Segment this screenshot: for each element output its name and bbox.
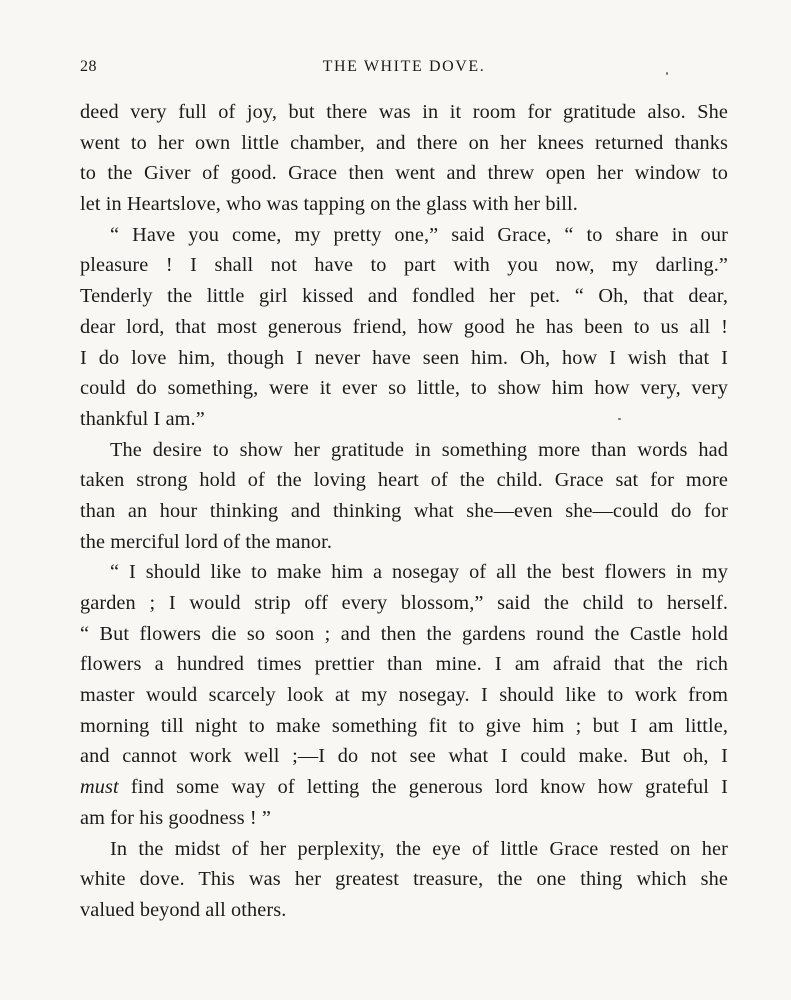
text-line: “ Have you come, my pretty one,” said Grace, “ to share in our xyxy=(110,223,728,246)
text-line: In the midst of her perplexity, the eye of little Grace rested on her xyxy=(110,837,728,860)
text-line: garden ; I would strip off every blossom,” said the child to herself. xyxy=(80,592,728,614)
text-line-rest: find some way of letting the generous lord know how grateful I xyxy=(118,776,728,799)
text-line: and cannot work well ;—I do not see what I could make. But oh, I xyxy=(80,745,728,768)
text-line: “ I should like to make him a nosegay of all the best flowers in my xyxy=(110,561,728,584)
text-line: than an hour thinking and thinking what she—even she—could do for xyxy=(80,499,728,522)
text-line-with-emphasis xyxy=(80,772,728,803)
text-line: taken strong hold of the loving heart of the child. Grace sat for more xyxy=(80,469,728,492)
text-line: thankful I am.” xyxy=(80,407,205,430)
text-line: could do something, were it ever so little, to show him how very, very xyxy=(80,377,728,400)
text-line: dear lord, that most generous friend, how good he has been to us all ! xyxy=(80,315,728,338)
page-number: 28 xyxy=(80,58,97,75)
text-line: master would scarcely look at my nosegay. I should like to work from xyxy=(80,684,728,707)
text-line: to the Giver of good. Grace then went and threw open her window to xyxy=(80,162,728,185)
running-title: THE WHITE DOVE. xyxy=(322,58,486,75)
body-text xyxy=(80,97,728,926)
text-line: I do love him, though I never have seen him. Oh, how I wish that I xyxy=(80,346,728,369)
text-line: valued beyond all others. xyxy=(80,898,287,921)
text-line: pleasure ! I shall not have to part with you now, my darling.” xyxy=(80,254,728,277)
text-line: Tenderly the little girl kissed and fondled her pet. “ Oh, that dear, xyxy=(80,285,728,308)
text-line: let in Heartslove, who was tapping on the glass with her bill. xyxy=(80,193,578,216)
emphasis-word: must xyxy=(80,776,119,799)
text-line: The desire to show her gratitude in something more than words had xyxy=(110,438,728,461)
text-line: deed very full of joy, but there was in it room for gratitude also. She xyxy=(80,101,728,123)
print-speck xyxy=(666,72,668,75)
text-line: the merciful lord of the manor. xyxy=(80,530,333,553)
text-line: went to her own little chamber, and there on her knees returned thanks xyxy=(80,131,728,154)
print-speck xyxy=(618,418,621,420)
text-line: flowers a hundred times prettier than mine. I am afraid that the rich xyxy=(80,653,728,676)
text-line: white dove. This was her greatest treasure, the one thing which she xyxy=(80,868,728,891)
text-line: “ But flowers die so soon ; and then the gardens round the Castle hold xyxy=(80,622,728,645)
text-line: morning till night to make something fit to give him ; but I am little, xyxy=(80,714,728,737)
text-line: am for his goodness ! ” xyxy=(80,806,271,829)
running-head xyxy=(80,58,728,82)
